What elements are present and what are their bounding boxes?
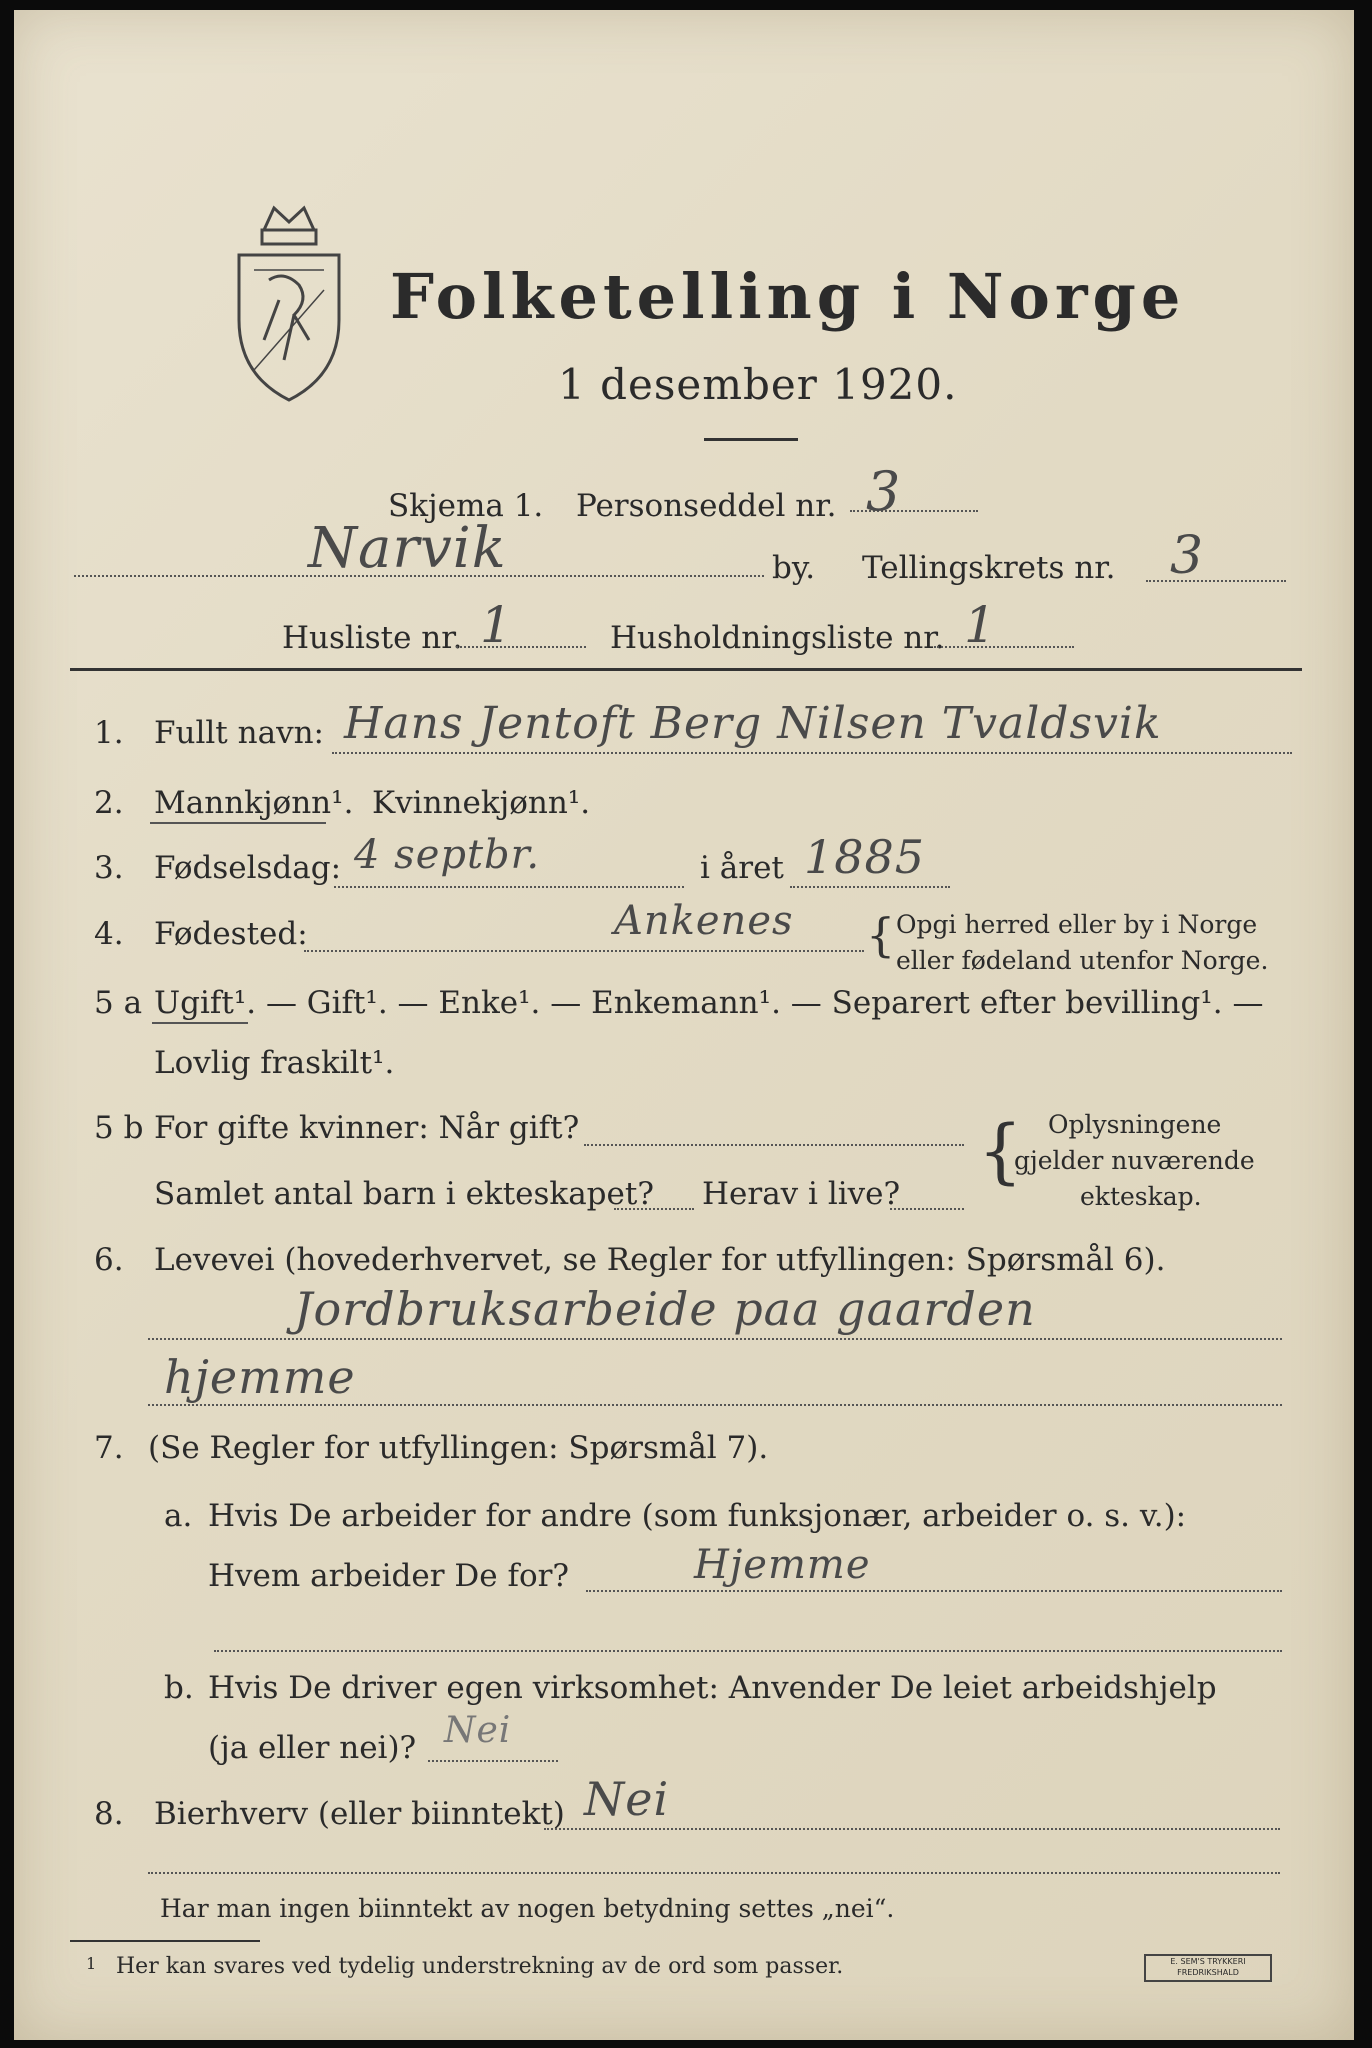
title-divider bbox=[704, 438, 798, 441]
q4-number: 4. bbox=[94, 916, 124, 952]
q7a-letter: a. bbox=[164, 1498, 193, 1534]
q7a-line2: Hvem arbeider De for? bbox=[208, 1558, 570, 1594]
hired-help-value[interactable]: Nei bbox=[444, 1710, 512, 1751]
skjema-label: Skjema 1. bbox=[388, 488, 544, 524]
q5b-note-line3: ekteskap. bbox=[1080, 1182, 1202, 1211]
birth-year-value[interactable]: 1885 bbox=[804, 830, 926, 884]
q6-number: 6. bbox=[94, 1242, 124, 1278]
footnote-text: Her kan svares ved tydelig understrekning av de ord som passer. bbox=[116, 1954, 844, 1979]
male-underline bbox=[150, 822, 326, 824]
q1-number: 1. bbox=[94, 715, 124, 751]
header-rule bbox=[70, 668, 1302, 671]
q7-number: 7. bbox=[94, 1430, 124, 1466]
marital-status-divorced[interactable]: Lovlig fraskilt¹. bbox=[154, 1045, 395, 1081]
tellingskrets-label: Tellingskrets nr. bbox=[862, 550, 1116, 586]
occupation-value-line2[interactable]: hjemme bbox=[164, 1350, 356, 1404]
footnote-rule bbox=[70, 1940, 260, 1942]
alive-field[interactable] bbox=[890, 1208, 964, 1210]
married-when-label: For gifte kvinner: Når gift? bbox=[154, 1110, 580, 1146]
q5b-note-line2: gjelder nuværende bbox=[1014, 1146, 1255, 1175]
personseddel-label: Personseddel nr. bbox=[576, 488, 837, 524]
census-form-sheet: Folketelling i Norge 1 desember 1920. Skjema 1. Personseddel nr. 3 Narvik by. Tellingskrets nr. 3 Husliste nr. 1 Husholdningsliste nr. 1 1. Fullt navn: Hans Jentoft Berg Nilsen Tvaldsvik 2. Mannkjønn¹. Kvinnekjønn¹. 3. Fødselsdag: 4 septbr. i året 1885 4. Fødested: Ankenes { Opgi herred eller by i Norge eller fødeland utenfor Norge. 5 a Ugift¹. — Gift¹. — Enke¹. — Enkemann¹. — Separert efter bevilling¹. — Lovlig fraskilt¹. 5 b For gifte kvinner: Når gift? Samlet antal barn i ekteskapet? Herav i live? { Oplysningene gjelder nuværende ekteskap. 6. Levevei (hovederhvervet, se Regler for utfyllingen: Spørsmål 6). Jordbruksarbeide paa gaarden hjemme 7. (Se Regler for utfyllingen: Spørsmål 7). a. Hvis De arbeider for andre (som funksjonær, arbeider o. s. v.): Hvem arbeider De for? Hjemme b. Hvis De driver egen virksomhet: Anvender De leiet arbeidshjelp (ja eller nei)? Nei 8. Bierhverv (eller biinntekt) Nei Har man ingen biinntekt av nogen betydning settes „nei“. 1 Her kan svares ved tydelig understrekning av de ord som passer. E. SEM'S TRYKKERI FREDRIKSHALD bbox=[14, 10, 1354, 2040]
q2-number: 2. bbox=[94, 785, 124, 821]
female-option[interactable]: Kvinnekjønn¹. bbox=[372, 785, 591, 821]
q7-label: (Se Regler for utfyllingen: Spørsmål 7). bbox=[148, 1430, 769, 1466]
children-label: Samlet antal barn i ekteskapet? bbox=[154, 1176, 654, 1212]
q4-note-line2: eller fødeland utenfor Norge. bbox=[896, 946, 1269, 975]
q8-number: 8. bbox=[94, 1796, 124, 1832]
employer-value[interactable]: Hjemme bbox=[694, 1542, 871, 1588]
income-note: Har man ingen biinntekt av nogen betydning settes „nei“. bbox=[160, 1894, 895, 1923]
printer-mark: E. SEM'S TRYKKERI FREDRIKSHALD bbox=[1144, 1954, 1272, 1982]
norwegian-coat-of-arms-icon bbox=[224, 200, 354, 410]
form-title: Folketelling i Norge bbox=[390, 260, 1186, 333]
q1-label: Fullt navn: bbox=[154, 715, 324, 751]
ugift-underline bbox=[152, 1022, 248, 1024]
male-option[interactable]: Mannkjønn¹. bbox=[154, 785, 354, 821]
husliste-label: Husliste nr. bbox=[282, 620, 463, 656]
q5b-number: 5 b bbox=[94, 1110, 144, 1146]
q6-label: Levevei (hovederhvervet, se Regler for utfyllingen: Spørsmål 6). bbox=[154, 1242, 1166, 1278]
q5b-note-line1: Oplysningene bbox=[1048, 1110, 1222, 1139]
by-label: by. bbox=[772, 550, 816, 586]
marital-status-options[interactable]: Ugift¹. — Gift¹. — Enke¹. — Enkemann¹. — Separert efter bevilling¹. — bbox=[154, 985, 1264, 1021]
birthday-value[interactable]: 4 septbr. bbox=[354, 832, 541, 878]
q5a-number: 5 a bbox=[94, 985, 143, 1021]
q3-label: Fødselsdag: bbox=[154, 850, 342, 886]
q4-label: Fødested: bbox=[154, 916, 308, 952]
husholdning-value[interactable]: 1 bbox=[964, 596, 997, 654]
side-income-value[interactable]: Nei bbox=[584, 1772, 670, 1826]
husliste-value[interactable]: 1 bbox=[480, 596, 513, 654]
q4-note-line1: Opgi herred eller by i Norge bbox=[896, 910, 1258, 939]
full-name-value[interactable]: Hans Jentoft Berg Nilsen Tvaldsvik bbox=[344, 698, 1162, 749]
occupation-value-line1[interactable]: Jordbruksarbeide paa gaarden bbox=[294, 1282, 1036, 1336]
q7b-line1: Hvis De driver egen virksomhet: Anvender De leiet arbeidshjelp bbox=[208, 1670, 1217, 1706]
tellingskrets-value[interactable]: 3 bbox=[1170, 526, 1205, 586]
alive-label: Herav i live? bbox=[702, 1176, 901, 1212]
q3-number: 3. bbox=[94, 850, 124, 886]
q8-label: Bierhverv (eller biinntekt) bbox=[154, 1796, 565, 1832]
birthplace-value[interactable]: Ankenes bbox=[614, 898, 794, 944]
census-date: 1 desember 1920. bbox=[558, 360, 958, 409]
personseddel-value[interactable]: 3 bbox=[866, 460, 902, 523]
year-label: i året bbox=[700, 850, 784, 886]
q7b-line2: (ja eller nei)? bbox=[208, 1730, 417, 1766]
husholdning-label: Husholdningsliste nr. bbox=[610, 620, 945, 656]
children-field[interactable] bbox=[614, 1208, 694, 1210]
q7b-letter: b. bbox=[164, 1670, 194, 1706]
married-when-field[interactable] bbox=[584, 1144, 964, 1146]
q7a-line1: Hvis De arbeider for andre (som funksjonær, arbeider o. s. v.): bbox=[208, 1498, 1187, 1534]
place-value[interactable]: Narvik bbox=[308, 516, 507, 581]
footnote-mark: 1 bbox=[86, 1954, 97, 1973]
